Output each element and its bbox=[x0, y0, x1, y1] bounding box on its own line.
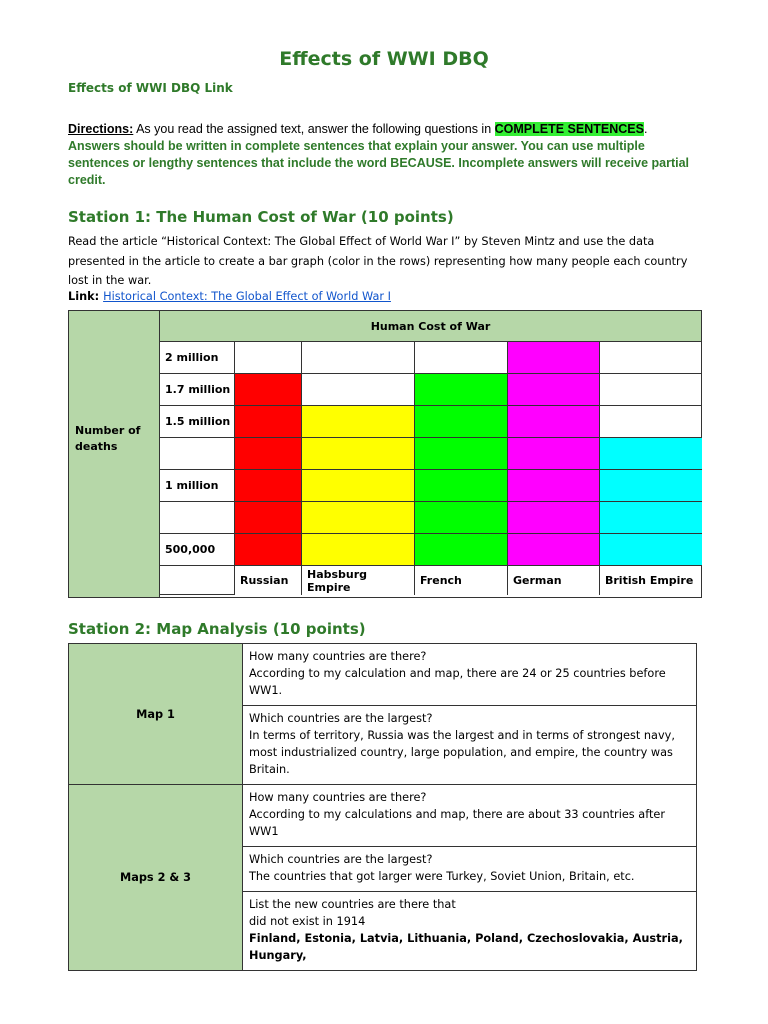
station1-link-label: Link: bbox=[68, 290, 104, 303]
question-cell bbox=[243, 847, 697, 892]
chart-bar-cell bbox=[508, 374, 600, 406]
chart-bar-cell bbox=[415, 534, 508, 566]
chart-bar-cell bbox=[415, 438, 508, 470]
answer-text[interactable]: Finland, Estonia, Latvia, Lithuania, Poland, Czechoslovakia, Austria, Hungary, bbox=[249, 932, 683, 962]
chart-title: Human Cost of War bbox=[160, 311, 701, 342]
chart-bar-cell bbox=[600, 470, 702, 502]
chart-bar-cell bbox=[415, 502, 508, 534]
chart-y-tick bbox=[160, 406, 235, 438]
station1-instructions: Read the article “Historical Context: The Global Effect of World War I” by Steven Mintz and use the data presented in the article to create a bar graph (color in the rows) representing how many people each country lost in the war. bbox=[68, 235, 688, 287]
question-text: List the new countries are there that did not exist in 1914 bbox=[249, 898, 456, 928]
chart-y-axis-label: Number of deaths bbox=[75, 424, 141, 453]
chart-y-tick bbox=[160, 502, 235, 534]
question-text: How many countries are there? bbox=[249, 791, 427, 804]
page-title: Effects of WWI DBQ bbox=[279, 48, 489, 70]
chart-bar-cell bbox=[235, 502, 302, 534]
directions bbox=[68, 121, 708, 189]
chart-bar-cell bbox=[600, 438, 702, 470]
question-text: Which countries are the largest? bbox=[249, 853, 433, 866]
question-cell bbox=[243, 644, 697, 706]
station2-heading: Station 2: Map Analysis (10 points) bbox=[68, 620, 366, 638]
station1-article-link[interactable]: Historical Context: The Global Effect of World War I bbox=[103, 290, 391, 303]
chart-y-tick-label: 1.5 million bbox=[165, 415, 231, 428]
chart-y-tick bbox=[160, 374, 235, 406]
chart-empty-cell bbox=[302, 342, 415, 374]
chart-bar-cell bbox=[302, 406, 415, 438]
chart-empty-cell bbox=[600, 374, 702, 406]
chart-bar-cell bbox=[508, 502, 600, 534]
chart-bar-cell bbox=[415, 406, 508, 438]
chart-category-label: French bbox=[415, 566, 508, 595]
chart-bar-cell bbox=[302, 502, 415, 534]
chart-category-label: Habsburg Empire bbox=[302, 566, 415, 595]
chart-empty-cell bbox=[235, 342, 302, 374]
chart-category-label: Russian bbox=[235, 566, 302, 595]
chart-category-label: German bbox=[508, 566, 600, 595]
chart-y-tick-label: 500,000 bbox=[165, 543, 216, 556]
chart-bar-cell bbox=[508, 342, 600, 374]
table-row bbox=[69, 785, 697, 847]
directions-label: Directions: bbox=[68, 122, 134, 136]
map-name-cell: Maps 2 & 3 bbox=[69, 785, 243, 971]
chart-empty-cell bbox=[302, 374, 415, 406]
chart-y-tick bbox=[160, 534, 235, 566]
table-row bbox=[69, 644, 697, 706]
station1-link-line bbox=[68, 290, 391, 303]
chart-y-tick-label: 2 million bbox=[165, 351, 219, 364]
map-analysis-table bbox=[68, 643, 697, 971]
question-text: Which countries are the largest? bbox=[249, 712, 433, 725]
directions-period: . bbox=[643, 122, 648, 136]
chart-bar-cell bbox=[508, 470, 600, 502]
chart-bar-cell bbox=[600, 502, 702, 534]
chart-bar-cell bbox=[302, 438, 415, 470]
chart-bar-cell bbox=[235, 470, 302, 502]
question-cell bbox=[243, 892, 697, 971]
chart-empty-cell bbox=[415, 342, 508, 374]
chart-corner-cell bbox=[160, 566, 235, 595]
chart-y-tick bbox=[160, 470, 235, 502]
answer-text[interactable]: In terms of territory, Russia was the largest and in terms of strongest navy, most industrialized country, large population, and empire, the country was Britain. bbox=[249, 729, 675, 776]
chart-bar-cell bbox=[508, 534, 600, 566]
chart-y-tick bbox=[160, 342, 235, 374]
human-cost-chart bbox=[68, 310, 702, 598]
directions-highlight: COMPLETE SENTENCES bbox=[494, 122, 644, 136]
chart-bar-cell bbox=[235, 534, 302, 566]
map-name-cell: Map 1 bbox=[69, 644, 243, 785]
directions-instructions: Answers should be written in complete sentences that explain your answer. You can use multiple sentences or lengthy sentences that include the word BECAUSE. Incomplete answers will receive partial credit. bbox=[68, 139, 690, 187]
answer-text[interactable]: According to my calculations and map, there are about 33 countries after WW1 bbox=[249, 808, 665, 838]
question-cell bbox=[243, 785, 697, 847]
chart-y-tick bbox=[160, 438, 235, 470]
station1-heading: Station 1: The Human Cost of War (10 points) bbox=[68, 208, 454, 226]
dbq-link[interactable]: Effects of WWI DBQ Link bbox=[68, 81, 233, 95]
chart-empty-cell bbox=[600, 406, 702, 438]
chart-category-label: British Empire bbox=[605, 574, 694, 587]
chart-bar-cell bbox=[235, 438, 302, 470]
question-text: How many countries are there? bbox=[249, 650, 427, 663]
chart-bar-cell bbox=[508, 438, 600, 470]
chart-bar-cell bbox=[302, 534, 415, 566]
chart-bar-cell bbox=[235, 406, 302, 438]
chart-bar-cell bbox=[600, 534, 702, 566]
chart-bar-cell bbox=[508, 406, 600, 438]
chart-bar-cell bbox=[415, 470, 508, 502]
chart-bar-cell bbox=[415, 374, 508, 406]
chart-y-tick-label: 1.7 million bbox=[165, 383, 231, 396]
answer-text[interactable]: The countries that got larger were Turkey, Soviet Union, Britain, etc. bbox=[249, 870, 635, 883]
chart-bar-cell bbox=[302, 470, 415, 502]
chart-y-tick-label: 1 million bbox=[165, 479, 219, 492]
directions-text: As you read the assigned text, answer the following questions in bbox=[133, 122, 495, 136]
chart-side-panel bbox=[69, 311, 160, 597]
chart-empty-cell bbox=[600, 342, 702, 374]
answer-text[interactable]: According to my calculation and map, there are 24 or 25 countries before WW1. bbox=[249, 667, 666, 697]
question-cell bbox=[243, 706, 697, 785]
chart-bar-cell bbox=[235, 374, 302, 406]
